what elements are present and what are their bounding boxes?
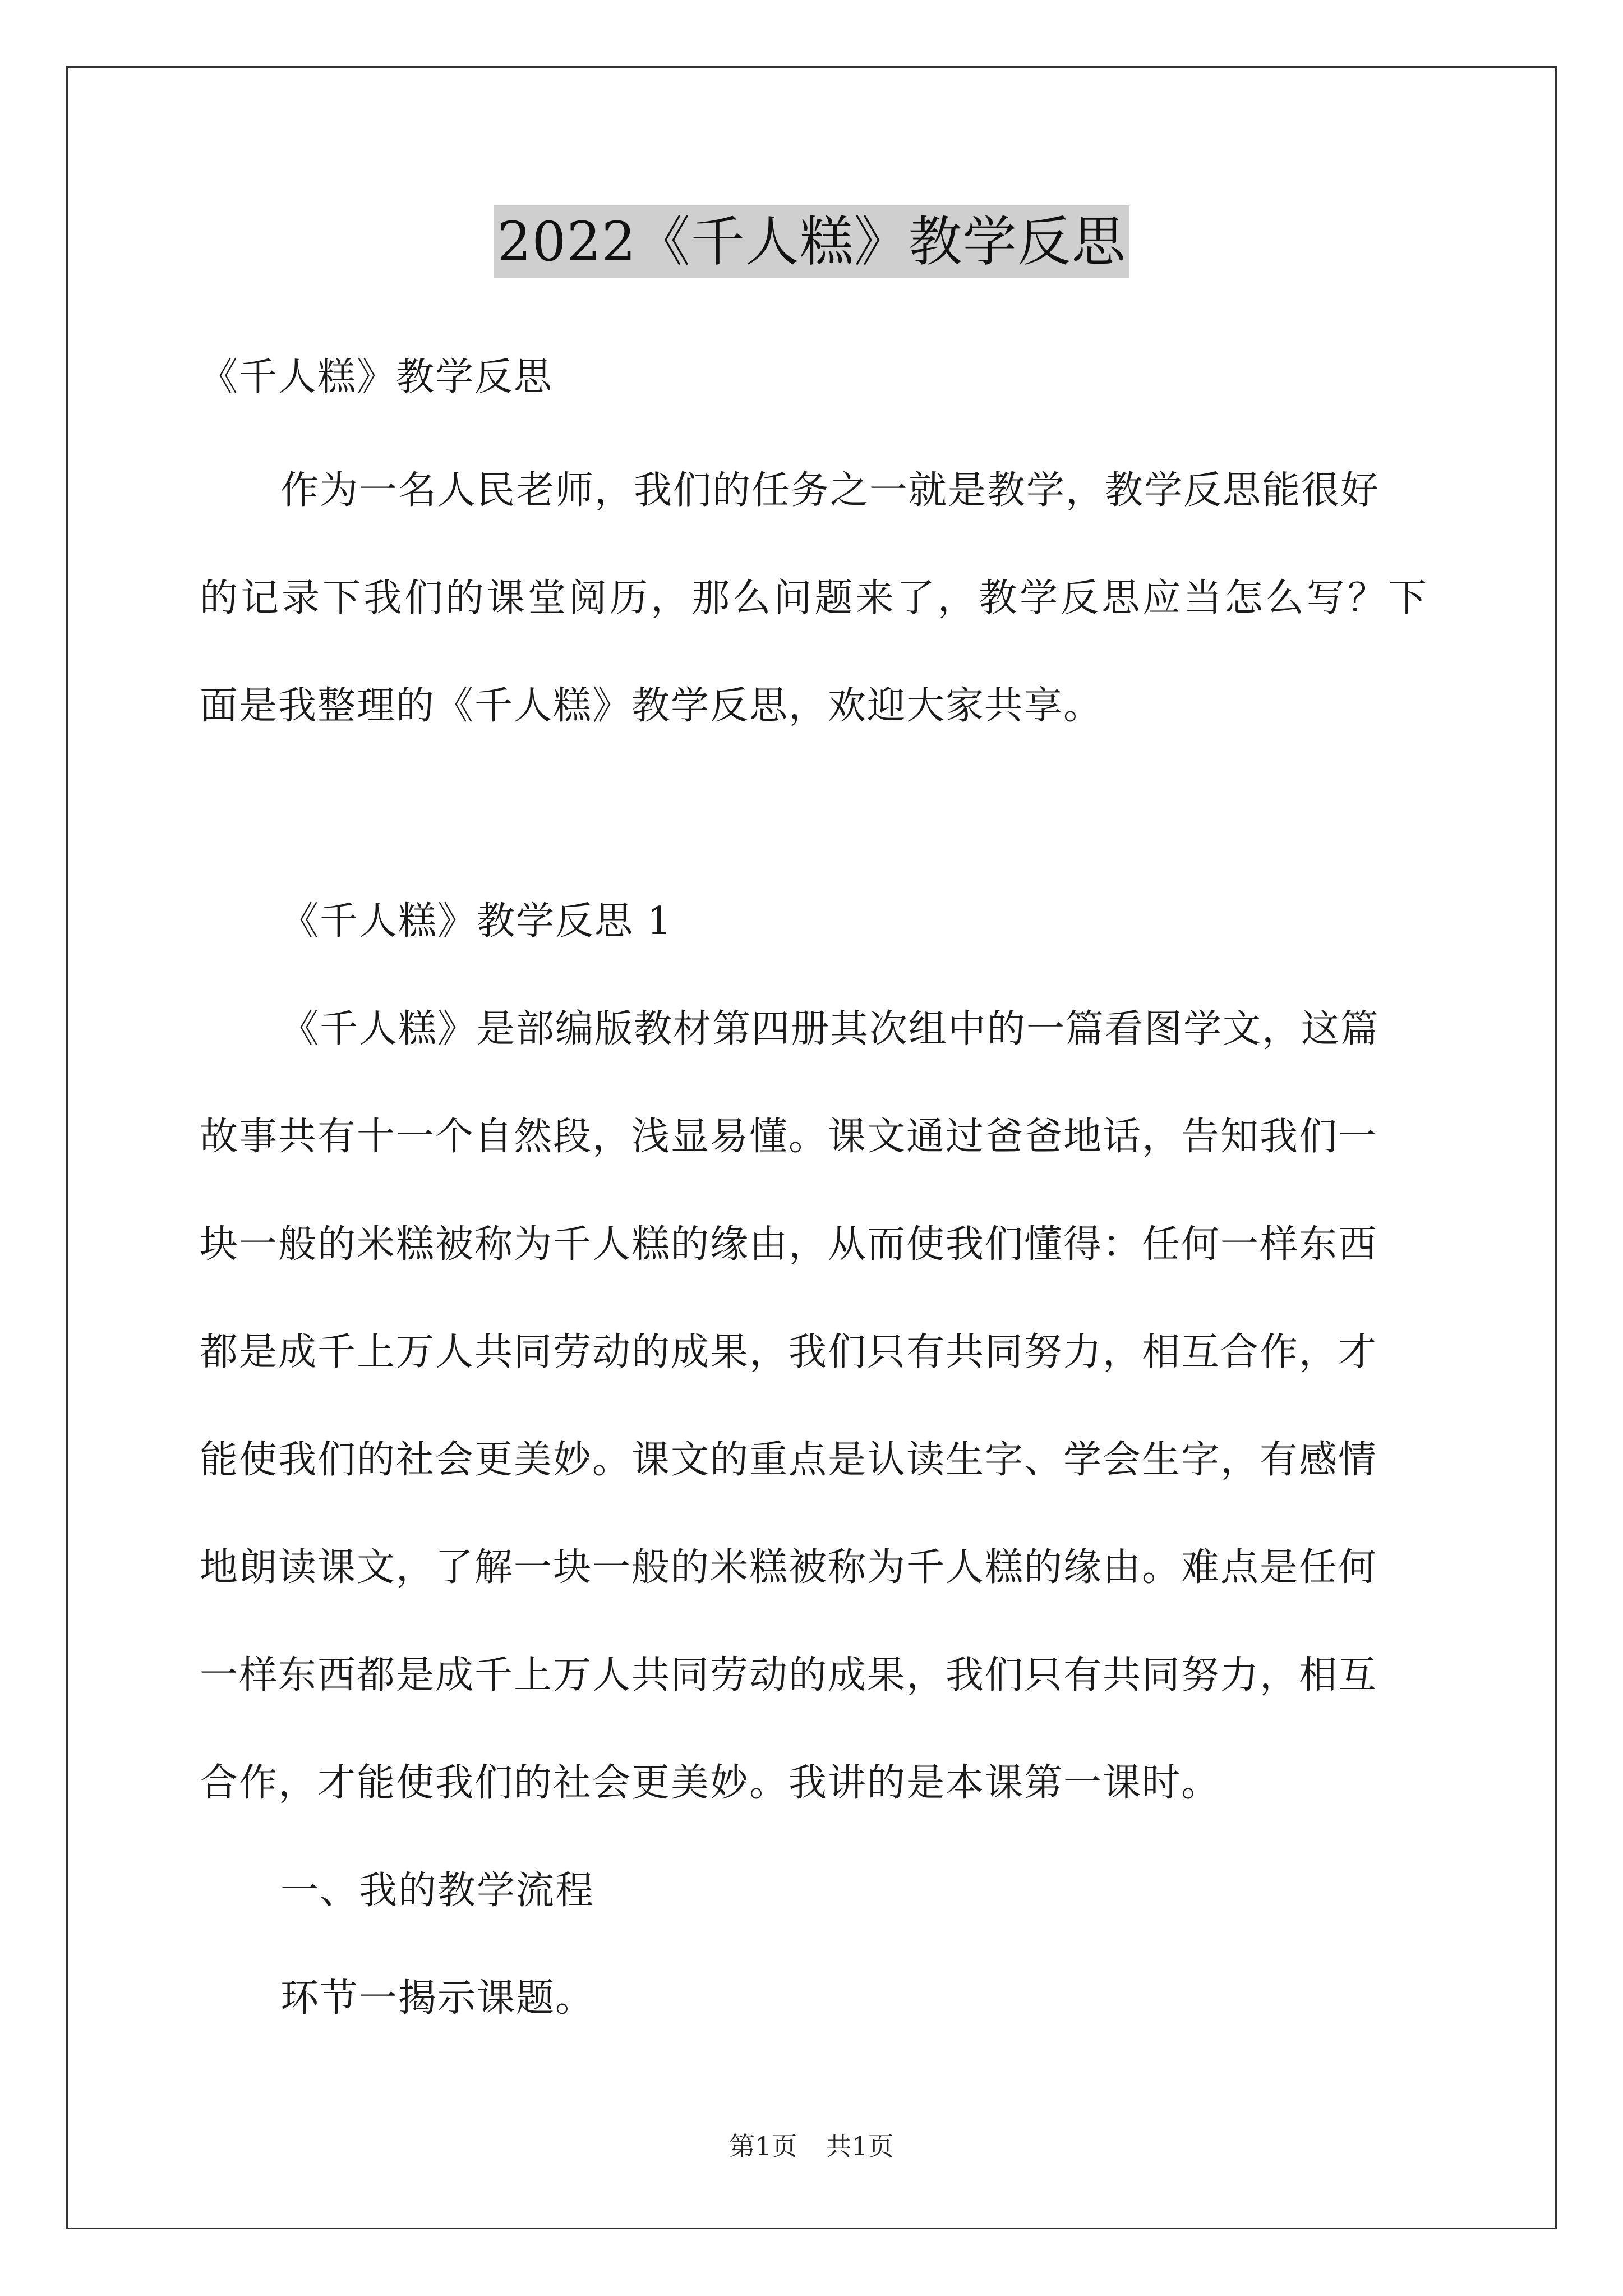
page-current: 第1页 (729, 2131, 797, 2161)
document-subtitle: 《千人糕》教学反思 (200, 355, 554, 399)
body-line: 故事共有十一个自然段，浅显易懂。课文通过爸爸地话，告知我们一 (200, 1115, 1378, 1159)
document-title: 2022《千人糕》教学反思 (494, 205, 1129, 278)
intro-line: 的记录下我们的课堂阅历，那么问题来了，教学反思应当怎么写？下 (200, 576, 1428, 620)
title-container (0, 205, 1623, 278)
subheading-step-one: 环节一揭示课题。 (280, 1976, 595, 2021)
body-line: 能使我们的社会更美妙。课文的重点是认读生字、学会生字，有感情 (200, 1438, 1378, 1482)
body-line: 一样东西都是成千上万人共同劳动的成果，我们只有共同努力，相互 (200, 1653, 1378, 1697)
body-line: 地朗读课文，了解一块一般的米糕被称为千人糕的缘由。难点是任何 (200, 1545, 1378, 1590)
intro-line: 作为一名人民老师，我们的任务之一就是教学，教学反思能很好 (280, 468, 1380, 513)
body-line: 合作，才能使我们的社会更美妙。我讲的是本课第一课时。 (200, 1761, 1221, 1805)
intro-line: 面是我整理的《千人糕》教学反思，欢迎大家共享。 (200, 684, 1103, 728)
body-line: 都是成千上万人共同劳动的成果，我们只有共同努力，相互合作，才 (200, 1330, 1378, 1374)
section-heading: 《千人糕》教学反思 1 (280, 899, 672, 944)
body-line: 《千人糕》是部编版教材第四册其次组中的一篇看图学文，这篇 (280, 1007, 1380, 1051)
page-total: 共1页 (826, 2131, 894, 2161)
body-line: 块一般的米糕被称为千人糕的缘由，从而使我们懂得：任何一样东西 (200, 1222, 1378, 1267)
subheading-teaching-flow: 一、我的教学流程 (280, 1869, 595, 1913)
page-footer (0, 2129, 1623, 2163)
